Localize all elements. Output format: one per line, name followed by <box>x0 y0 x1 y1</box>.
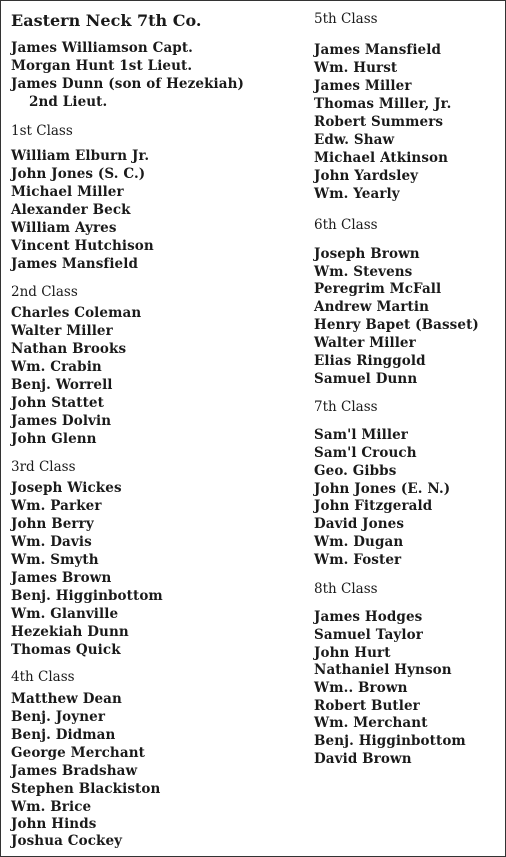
member-entry: John Glenn <box>11 431 97 447</box>
member-entry: Wm. Crabin <box>11 359 102 375</box>
class-heading: 2nd Class <box>11 284 78 300</box>
class-heading: 6th Class <box>314 217 378 233</box>
member-entry: James Miller <box>314 78 412 94</box>
member-entry: James Dolvin <box>11 413 112 429</box>
member-entry: Robert Butler <box>314 698 420 714</box>
member-entry: James Mansfield <box>314 42 442 58</box>
member-entry: Walter Miller <box>314 335 416 351</box>
class-heading: 3rd Class <box>11 459 76 475</box>
officer-entry: Morgan Hunt 1st Lieut. <box>11 58 193 74</box>
member-entry: Michael Atkinson <box>314 150 449 166</box>
member-entry: Wm. Merchant <box>314 715 428 731</box>
member-entry: Robert Summers <box>314 114 444 130</box>
member-entry: Benj. Higginbottom <box>314 733 466 749</box>
member-entry: Benj. Higginbottom <box>11 588 163 604</box>
member-entry: Charles Coleman <box>11 305 142 321</box>
member-entry: James Bradshaw <box>11 763 138 779</box>
member-entry: Joseph Brown <box>314 246 420 262</box>
member-entry: Wm. Hurst <box>314 60 398 76</box>
member-entry: William Ayres <box>11 220 117 236</box>
member-entry: Matthew Dean <box>11 691 122 707</box>
member-entry: Wm. Stevens <box>314 264 413 280</box>
member-entry: Samuel Taylor <box>314 627 423 643</box>
member-entry: Wm. Brice <box>11 799 92 815</box>
member-entry: Vincent Hutchison <box>11 238 154 254</box>
member-entry: James Hodges <box>314 609 423 625</box>
member-entry: Benj. Worrell <box>11 377 113 393</box>
member-entry: Henry Bapet (Basset) <box>314 317 479 333</box>
member-entry: John Stattet <box>11 395 104 411</box>
member-entry: David Brown <box>314 751 412 767</box>
officer-entry: 2nd Lieut. <box>29 94 108 110</box>
member-entry: Wm.. Brown <box>314 680 408 696</box>
member-entry: Peregrim McFall <box>314 281 442 297</box>
member-entry: James Brown <box>11 570 112 586</box>
member-entry: Samuel Dunn <box>314 371 418 387</box>
member-entry: Andrew Martin <box>314 299 430 315</box>
member-entry: Joshua Cockey <box>11 833 123 849</box>
member-entry: James Mansfield <box>11 256 139 272</box>
member-entry: George Merchant <box>11 745 145 761</box>
class-heading: 7th Class <box>314 399 378 415</box>
member-entry: Alexander Beck <box>11 202 131 218</box>
member-entry: Wm. Dugan <box>314 534 404 550</box>
class-heading: 4th Class <box>11 669 75 685</box>
member-entry: John Hurt <box>314 645 391 661</box>
member-entry: Hezekiah Dunn <box>11 624 129 640</box>
member-entry: Thomas Miller, Jr. <box>314 96 452 112</box>
member-entry: Thomas Quick <box>11 642 121 658</box>
member-entry: Nathan Brooks <box>11 341 127 357</box>
member-entry: Benj. Joyner <box>11 709 106 725</box>
member-entry: Benj. Didman <box>11 727 116 743</box>
member-entry: John Fitzgerald <box>314 498 433 514</box>
member-entry: Edw. Shaw <box>314 132 395 148</box>
member-entry: John Berry <box>11 516 94 532</box>
member-entry: Walter Miller <box>11 323 113 339</box>
member-entry: Sam'l Miller <box>314 427 408 443</box>
class-heading: 8th Class <box>314 581 378 597</box>
member-entry: Wm. Davis <box>11 534 92 550</box>
member-entry: Stephen Blackiston <box>11 781 161 797</box>
officer-entry: James Williamson Capt. <box>11 40 193 56</box>
officer-entry: James Dunn (son of Hezekiah) <box>11 76 245 92</box>
member-entry: Michael Miller <box>11 184 124 200</box>
member-entry: Joseph Wickes <box>11 480 122 496</box>
member-entry: Nathaniel Hynson <box>314 662 452 678</box>
member-entry: Wm. Foster <box>314 552 402 568</box>
member-entry: Elias Ringgold <box>314 353 426 369</box>
class-heading: 5th Class <box>314 11 378 27</box>
member-entry: Wm. Glanville <box>11 606 119 622</box>
member-entry: William Elburn Jr. <box>11 148 150 164</box>
member-entry: Geo. Gibbs <box>314 463 397 479</box>
member-entry: John Yardsley <box>314 168 419 184</box>
member-entry: John Hinds <box>11 816 97 832</box>
document-title: Eastern Neck 7th Co. <box>11 11 202 30</box>
member-entry: David Jones <box>314 516 405 532</box>
class-heading: 1st Class <box>11 123 73 139</box>
member-entry: Wm. Yearly <box>314 186 400 202</box>
member-entry: John Jones (S. C.) <box>11 166 146 182</box>
member-entry: John Jones (E. N.) <box>314 481 451 497</box>
member-entry: Wm. Parker <box>11 498 102 514</box>
member-entry: Sam'l Crouch <box>314 445 417 461</box>
member-entry: Wm. Smyth <box>11 552 99 568</box>
